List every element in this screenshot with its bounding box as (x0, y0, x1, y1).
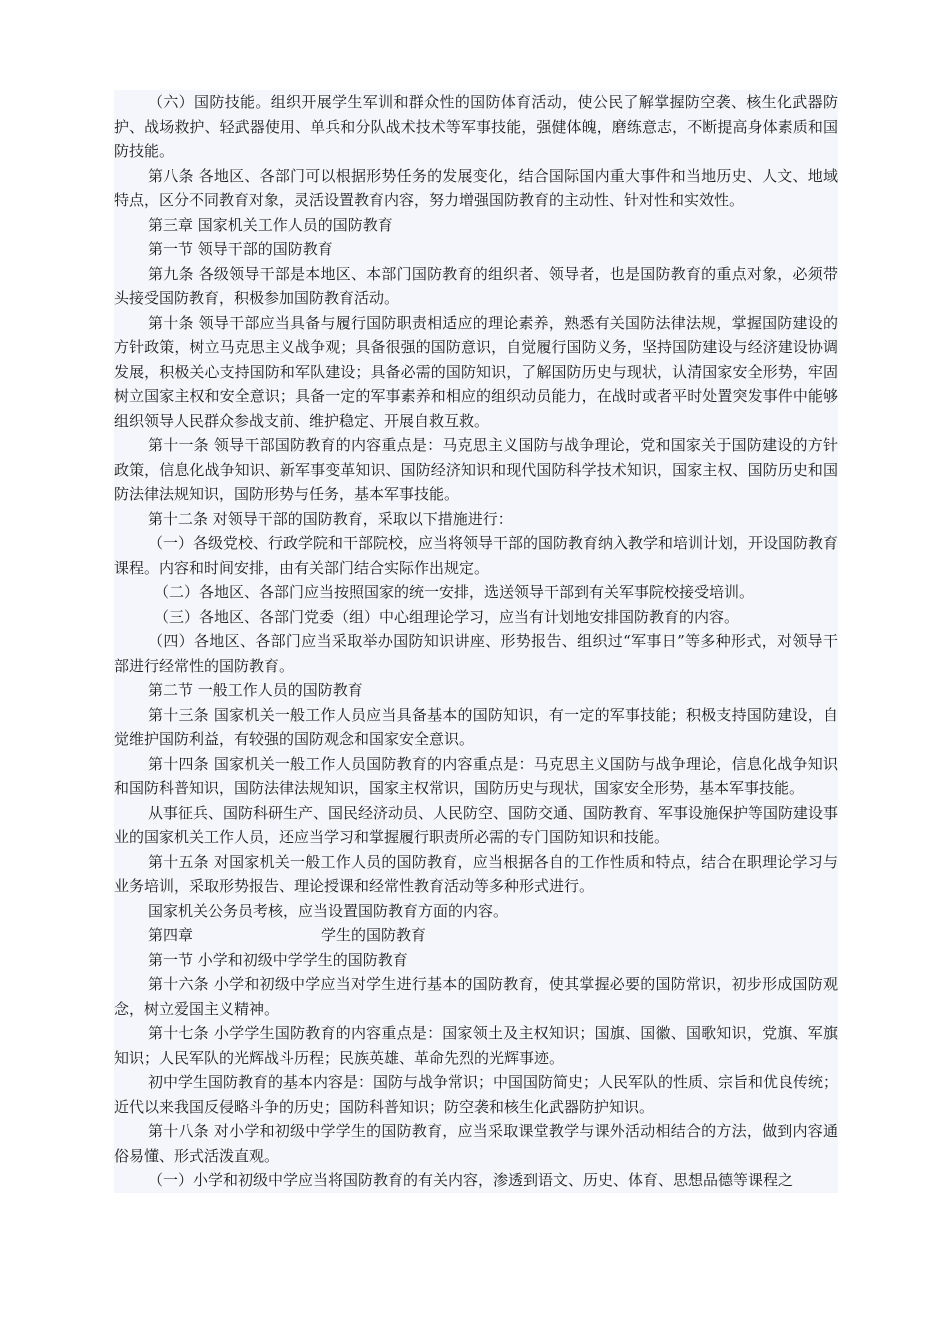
paragraph: 第十二条 对领导干部的国防教育，采取以下措施进行： (148, 509, 513, 528)
section-heading: 第一节 领导干部的国防教育 (148, 240, 333, 258)
list-item: （二）各地区、各部门应当按照国家的统一安排，选送领导干部到有关军事院校接受培训。 (154, 583, 755, 601)
chapter-label: 第四章 (148, 926, 194, 944)
document-page (114, 90, 838, 1193)
chapter-title: 学生的国防教育 (321, 926, 427, 944)
list-item: （四）各地区、各部门应当采取举办国防知识讲座、形势报告、组织过“军事日”等多种形式，对领导干部进行经常性的国防教育。 (114, 632, 838, 675)
section-heading: 第二节 一般工作人员的国防教育 (148, 681, 363, 699)
paragraph: 第九条 各级领导干部是本地区、本部门国防教育的组织者、领导者，也是国防教育的重点对象，必须带头接受国防教育，积极参加国防教育活动。 (114, 264, 838, 307)
paragraph: 国家机关公务员考核，应当设置国防教育方面的内容。 (148, 901, 509, 920)
list-item: （三）各地区、各部门党委（组）中心组理论学习，应当有计划地安排国防教育的内容。 (154, 607, 740, 626)
paragraph: 第十五条 对国家机关一般工作人员的国防教育，应当根据各自的工作性质和特点，结合在职理论学习与业务培训，采取形势报告、理论授课和经常性教育活动等多种形式进行。 (114, 852, 838, 895)
paragraph: 第十三条 国家机关一般工作人员应当具备基本的国防知识，有一定的军事技能；积极支持国防建设，自觉维护国防利益，有较强的国防观念和国家安全意识。 (114, 705, 838, 748)
paragraph: 第十一条 领导干部国防教育的内容重点是：马克思主义国防与战争理论，党和国家关于国防建设的方针政策，信息化战争知识、新军事变革知识、国防经济知识和现代国防科学技术知识，国家主权、国防历史和国防法律法规知识，国防形势与任务，基本军事技能。 (114, 436, 838, 503)
paragraph: 第八条 各地区、各部门可以根据形势任务的发展变化，结合国际国内重大事件和当地历史、人文、地域特点，区分不同教育对象，灵活设置教育内容，努力增强国防教育的主动性、针对性和实效性。 (114, 166, 838, 209)
paragraph: （六）国防技能。组织开展学生军训和群众性的国防体育活动，使公民了解掌握防空袭、核生化武器防护、战场救护、轻武器使用、单兵和分队战术技术等军事技能，强健体魄，磨练意志，不断提高身体素质和国防技能。 (114, 93, 838, 160)
paragraph: 第十条 领导干部应当具备与履行国防职责相适应的理论素养，熟悉有关国防法律法规，掌握国防建设的方针政策，树立马克思主义战争观；具备很强的国防意识，自觉履行国防义务，坚持国防建设与经济建设协调发展，积极关心支持国防和军队建设；具备必需的国防知识，了解国防历史与现状，认清国家安全形势，牢固树立国家主权和安全意识；具备一定的军事素养和相应的组织动员能力，在战时或者平时处置突发事件中能够组织领导人民群众参战支前、维护稳定、开展自救互救。 (114, 313, 838, 430)
chapter-heading (114, 923, 838, 948)
chapter-heading: 第三章 国家机关工作人员的国防教育 (148, 215, 393, 234)
list-item: （一）各级党校、行政学院和干部院校，应当将领导干部的国防教育纳入教学和培训计划，开设国防教育课程。内容和时间安排，由有关部门结合实际作出规定。 (114, 534, 839, 577)
paragraph: 第十八条 对小学和初级中学学生的国防教育，应当采取课堂教学与课外活动相结合的方法，做到内容通俗易懂、形式活泼直观。 (114, 1122, 838, 1165)
list-item: （一）小学和初级中学应当将国防教育的有关内容，渗透到语文、历史、体育、思想品德等课程之 (148, 1171, 794, 1189)
paragraph: 第十四条 国家机关一般工作人员国防教育的内容重点是：马克思主义国防与战争理论，信息化战争知识和国防科普知识，国防法律法规知识，国家主权常识，国防历史与现状，国家安全形势，基本军事技能。 (114, 754, 838, 797)
paragraph: 第十七条 小学学生国防教育的内容重点是：国家领土及主权知识；国旗、国徽、国歌知识，党旗、军旗知识；人民军队的光辉战斗历程；民族英雄、革命先烈的光辉事迹。 (114, 1024, 838, 1067)
paragraph: 从事征兵、国防科研生产、国民经济动员、人民防空、国防交通、国防教育、军事设施保护等国防建设事业的国家机关工作人员，还应当学习和掌握履行职责所必需的专门国防知识和技能。 (114, 803, 839, 846)
section-heading: 第一节 小学和初级中学学生的国防教育 (148, 950, 408, 969)
paragraph: 第十六条 小学和初级中学应当对学生进行基本的国防教育，使其掌握必要的国防常识，初步形成国防观念，树立爱国主义精神。 (114, 975, 838, 1018)
paragraph: 初中学生国防教育的基本内容是：国防与战争常识；中国国防简史；人民军队的性质、宗旨和优良传统；近代以来我国反侵略斗争的历史；国防科普知识；防空袭和核生化武器防护知识。 (114, 1073, 839, 1116)
